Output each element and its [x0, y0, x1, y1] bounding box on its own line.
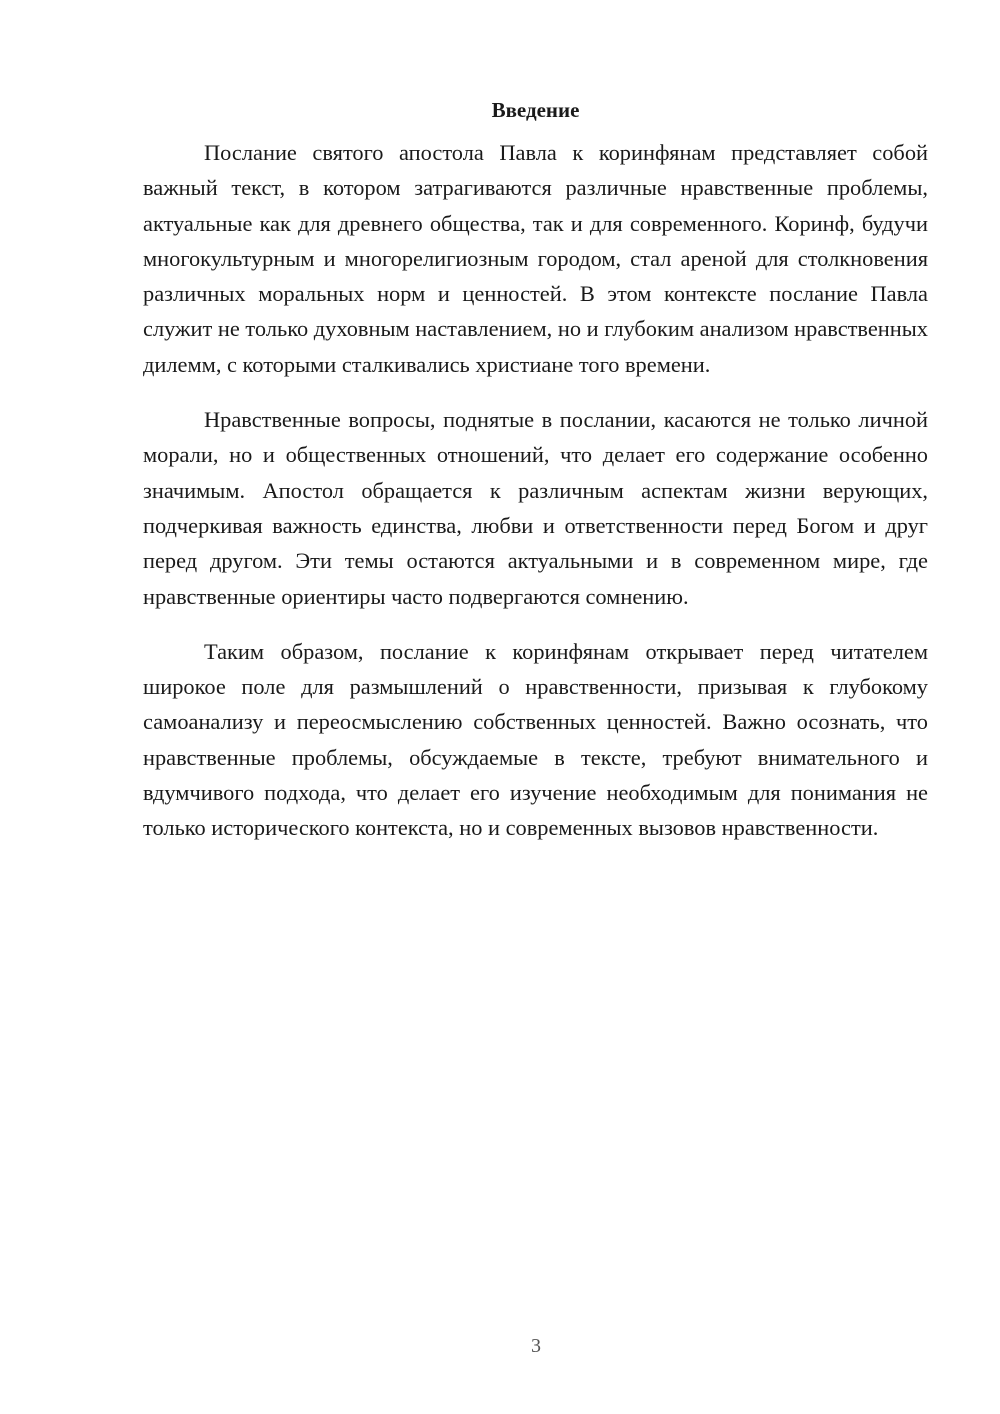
paragraph-1: Послание святого апостола Павла к коринфянам представляет собой важный текст, в котором затрагиваются различные нравственные проблемы, актуальные как для древнего общества, так и для современного. Коринф, будучи многокультурным и многорелигиозным городом, стал ареной для столкновения различных моральных норм и ценностей. В этом контексте послание Павла служит не только духовным наставлением, но и глубоким анализом нравственных дилемм, с которыми сталкивались христиане того времени. [143, 140, 928, 377]
paragraph-3: Таким образом, послание к коринфянам открывает перед читателем широкое поле для размышлений о нравственности, призывая к глубокому самоанализу и переосмыслению собственных ценностей. Важно осознать, что нравственные проблемы, обсуждаемые в тексте, требуют внимательного и вдумчивого подхода, что делает его изучение необходимым для понимания не только исторического контекста, но и современных вызовов нравственности. [143, 638, 928, 841]
paragraph-2: Нравственные вопросы, поднятые в послании, касаются не только личной морали, но и общественных отношений, что делает его содержание особенно значимым. Апостол обращается к различным аспектам жизни верующих, подчеркивая важность единства, любви и ответственности перед Богом и друг перед другом. Эти темы остаются актуальными и в современном мире, где нравственные ориентиры часто подвергаются сомнению. [143, 407, 928, 609]
section-heading: Введение [491, 98, 580, 122]
page-number: 3 [531, 1335, 541, 1357]
page-body [143, 94, 928, 866]
